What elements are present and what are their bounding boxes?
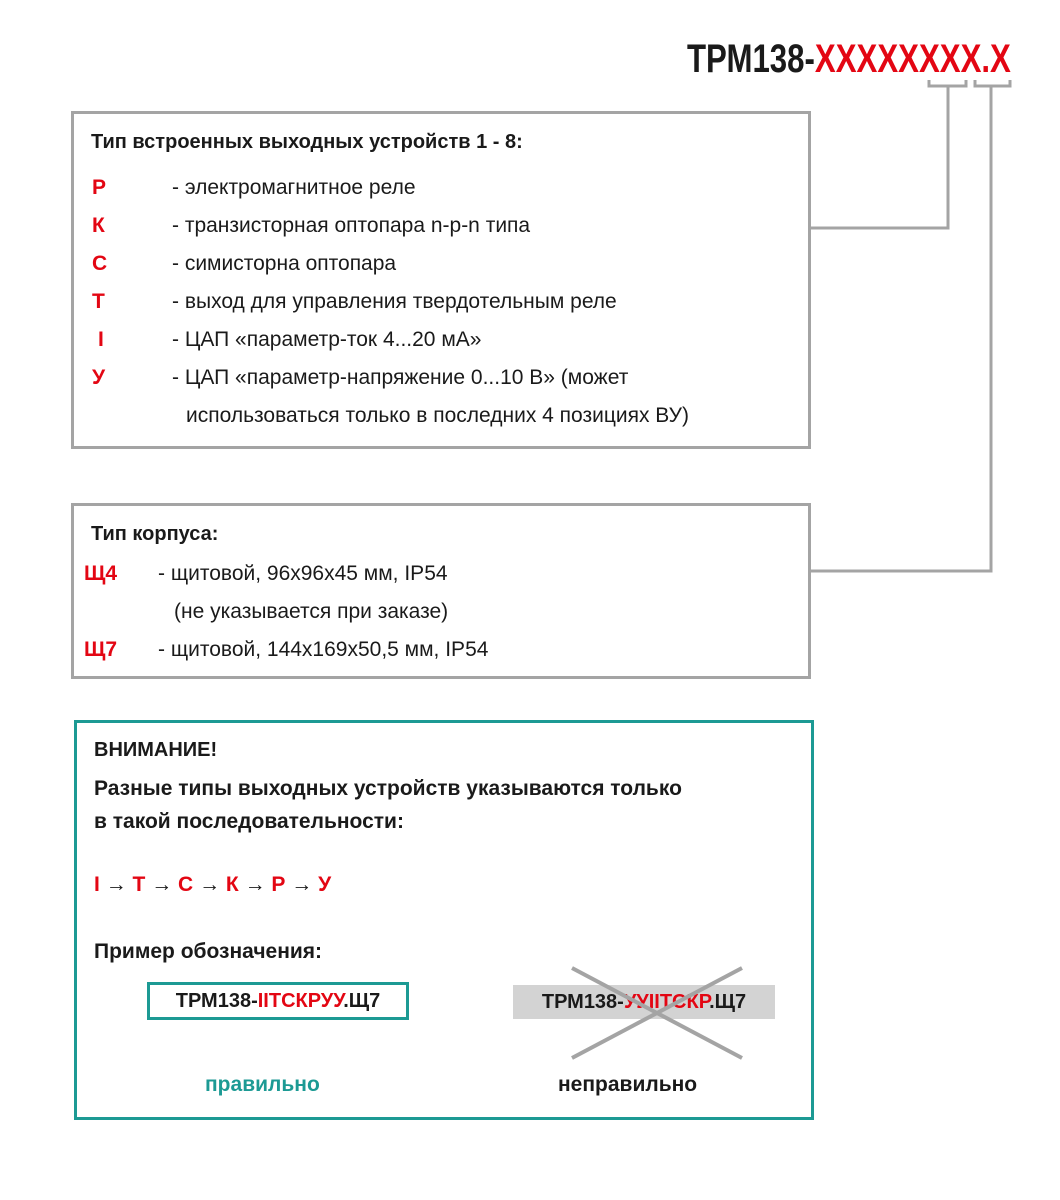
sequence-arrow: →	[105, 873, 127, 896]
model-case-code: Х	[990, 37, 1011, 81]
attention-text-line2: в такой последовательности:	[94, 810, 404, 833]
wrong-prefix: ТРМ138-	[541, 991, 624, 1013]
output-code-u: У	[92, 366, 106, 389]
correct-suffix: .Щ7	[343, 990, 381, 1012]
sequence-arrow: →	[244, 873, 266, 896]
case-type-heading: Тип корпуса:	[91, 523, 219, 545]
wrong-suffix: .Щ7	[709, 991, 747, 1013]
sequence-item: У	[318, 873, 332, 896]
correct-label: правильно	[205, 1073, 320, 1096]
output-desc-i: - ЦАП «параметр-ток 4...20 мА»	[172, 328, 482, 351]
sequence-item: К	[225, 873, 239, 896]
sequence-arrow: →	[291, 873, 313, 896]
output-order-sequence	[94, 873, 331, 897]
case-desc-shch7: - щитовой, 144х169х50,5 мм, IP54	[158, 638, 489, 661]
example-heading: Пример обозначения:	[94, 940, 323, 963]
correct-code: IIТСКРУУ	[257, 990, 344, 1012]
cross-out-icon	[567, 963, 747, 1063]
case-code-shch7: Щ7	[84, 638, 118, 661]
output-devices-heading: Тип встроенных выходных устройств 1 - 8:	[91, 131, 523, 153]
output-desc-r: - электромагнитное реле	[172, 176, 416, 199]
model-output-codes: ХХХХХХХХ	[814, 37, 982, 81]
sequence-item: С	[178, 873, 194, 896]
attention-text-line1: Разные типы выходных устройств указываются только	[94, 777, 682, 800]
sequence-arrow: →	[199, 873, 221, 896]
model-prefix: ТРМ138-	[687, 37, 815, 81]
case-note-shch4: (не указывается при заказе)	[174, 600, 449, 623]
output-code-s: С	[92, 252, 108, 275]
attention-heading: ВНИМАНИЕ!	[94, 739, 218, 761]
correct-example	[147, 982, 409, 1020]
output-code-r: Р	[92, 176, 107, 199]
sequence-item: Р	[271, 873, 286, 896]
case-desc-shch4: - щитовой, 96х96х45 мм, IP54	[158, 562, 448, 585]
output-desc-s: - симисторна оптопара	[172, 252, 397, 275]
model-dot: .	[981, 37, 991, 81]
output-desc-k: - транзисторная оптопара n-p-n типа	[172, 214, 531, 237]
sequence-item: Т	[132, 873, 146, 896]
correct-prefix: ТРМ138-	[175, 990, 258, 1012]
output-code-i: I	[98, 328, 104, 351]
wrong-code: УУIIТСКР	[623, 991, 710, 1013]
output-devices-box	[71, 111, 811, 449]
output-code-k: К	[92, 214, 105, 237]
output-desc-u: - ЦАП «параметр-напряжение 0...10 В» (может	[172, 366, 629, 389]
sequence-item: I	[94, 873, 100, 896]
sequence-arrow: →	[151, 873, 173, 896]
attention-box	[74, 720, 814, 1120]
case-code-shch4: Щ4	[84, 562, 118, 585]
output-desc-t: - выход для управления твердотельным реле	[172, 290, 617, 313]
wrong-label: неправильно	[558, 1073, 698, 1096]
case-type-box	[71, 503, 811, 679]
model-code-title	[687, 36, 1011, 82]
output-code-t: Т	[92, 290, 105, 313]
output-desc-u-continuation: использоваться только в последних 4 позициях ВУ)	[186, 404, 689, 427]
